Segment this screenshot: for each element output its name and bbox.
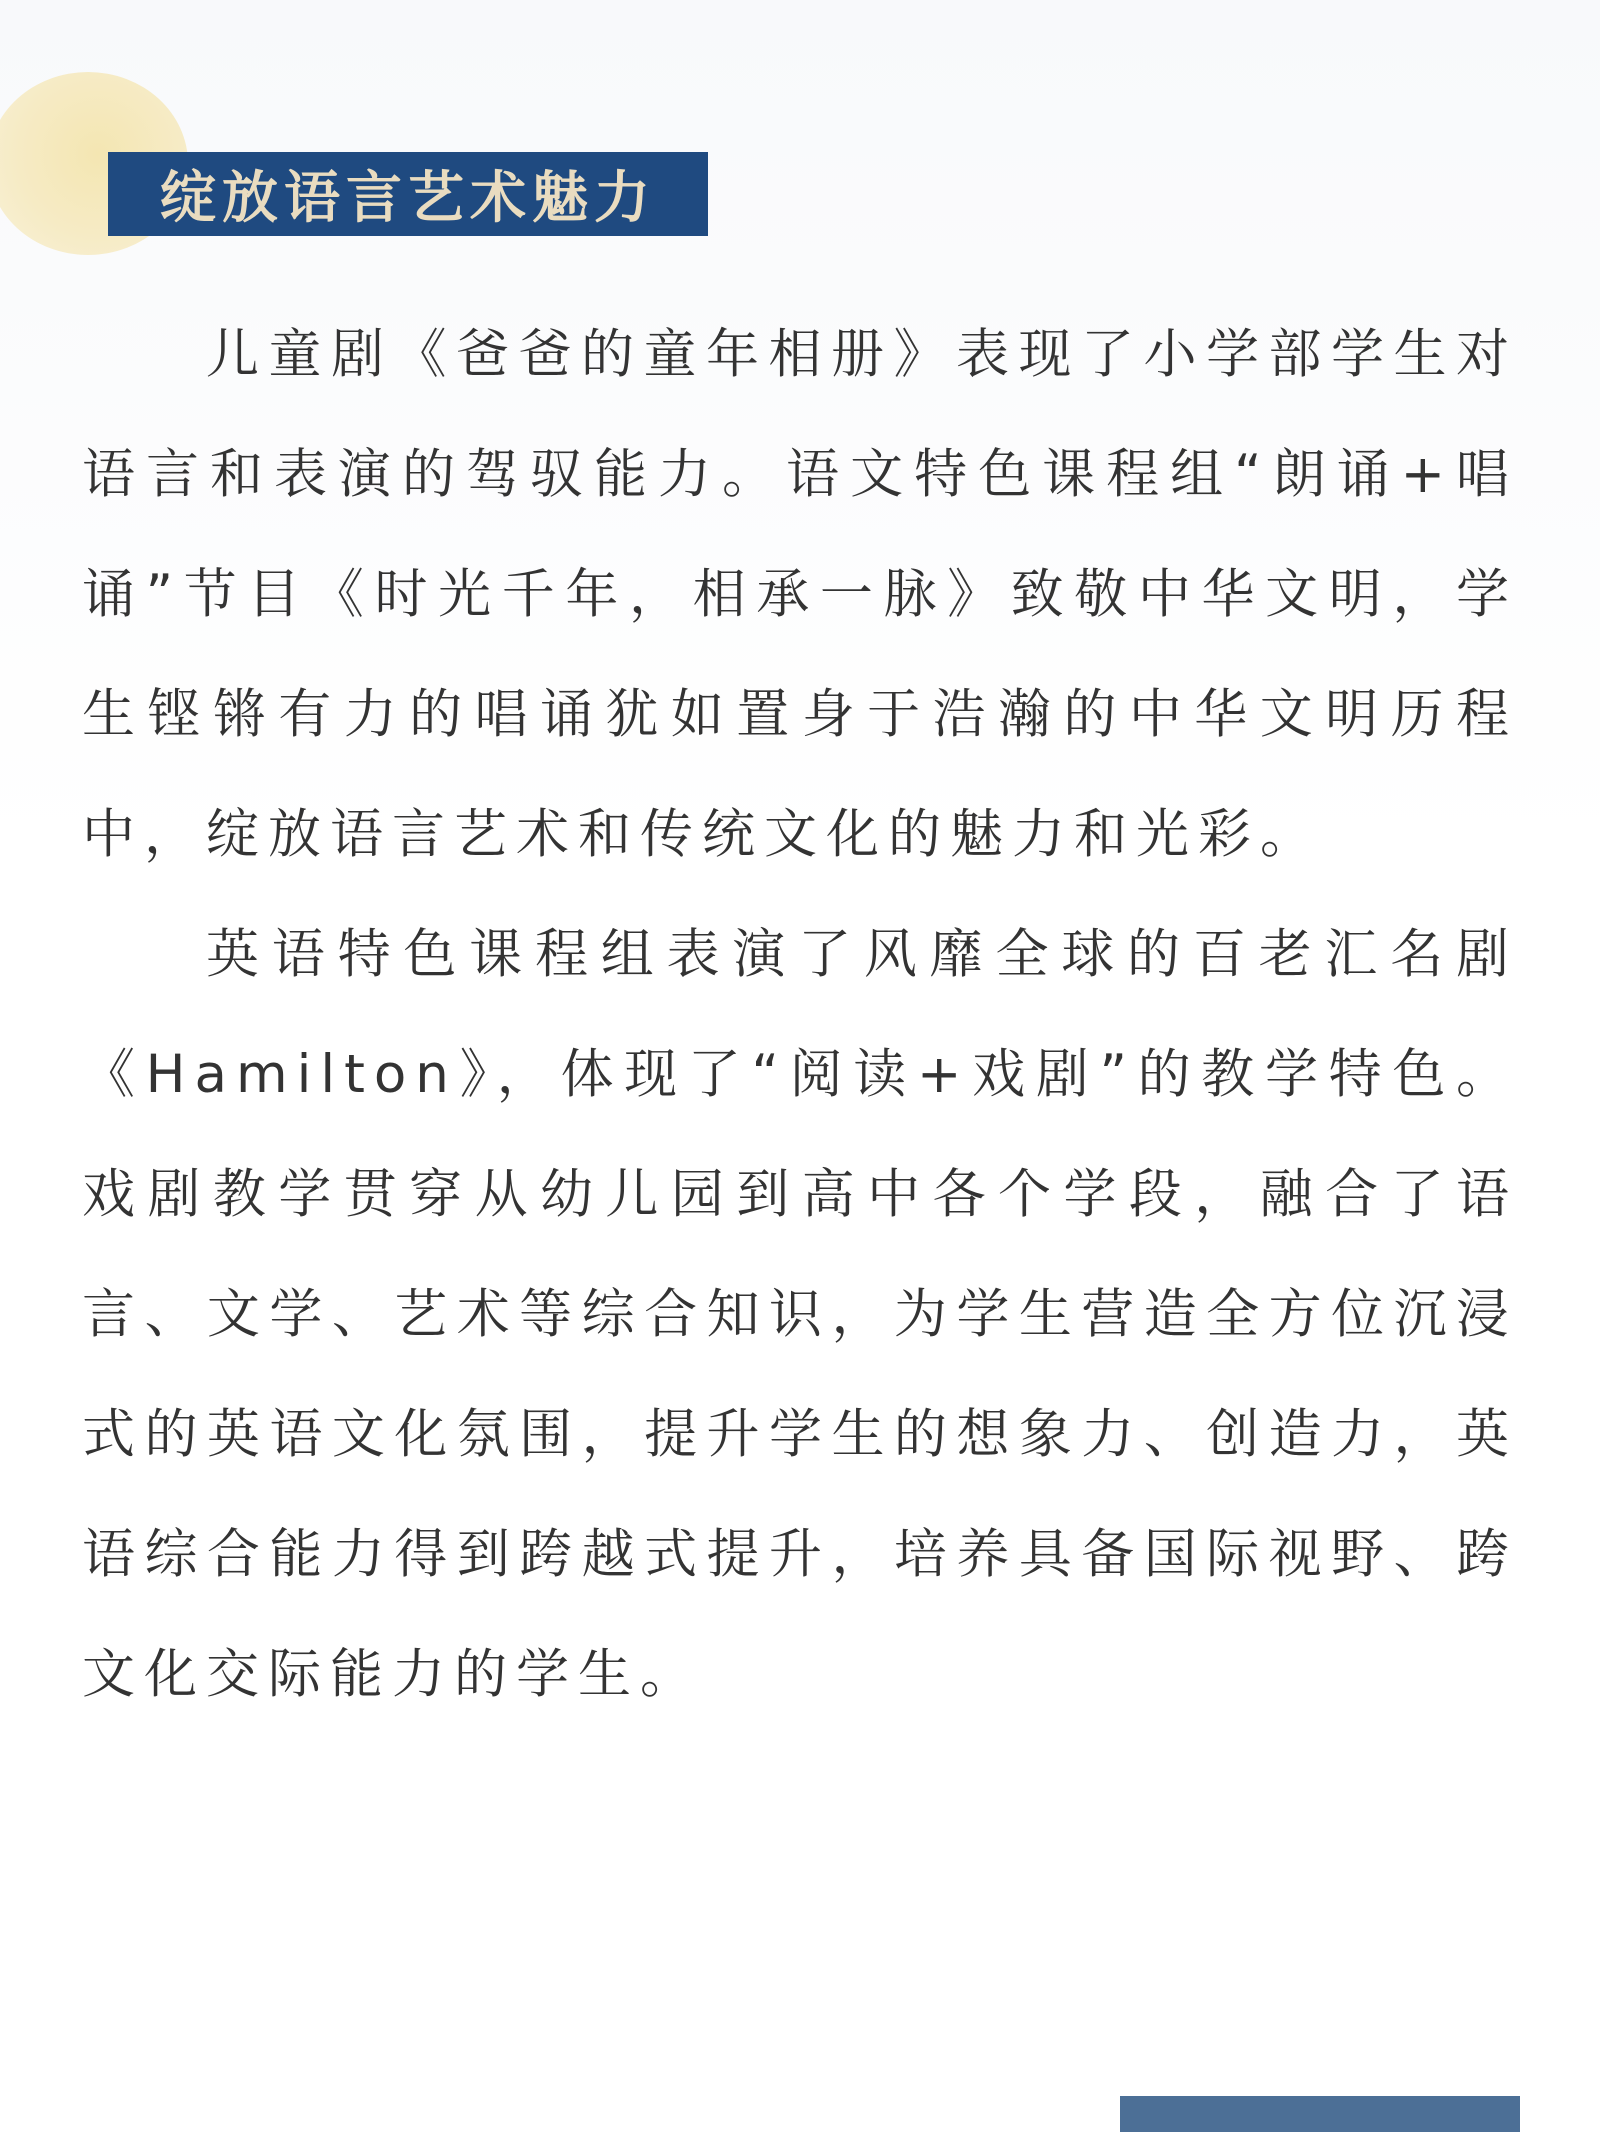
next-section-title-bar-edge — [1120, 2096, 1520, 2132]
paragraph-chinese-drama: 儿童剧《爸爸的童年相册》表现了小学部学生对语言和表演的驾驭能力。语文特色课程组“朗诵+唱诵”节目《时光千年，相承一脉》致敬中华文明，学生铿锵有力的唱诵犹如置身于浩瀚的中华文明历程中，绽放语言艺术和传统文化的魅力和光彩。 — [82, 324, 1518, 865]
section-title-bar — [108, 152, 708, 236]
article-body — [82, 295, 1518, 1735]
section-title: 绽放语言艺术魅力 — [160, 165, 656, 231]
paragraph-english-drama: 英语特色课程组表演了风靡全球的百老汇名剧《Hamilton》，体现了“阅读+戏剧”的教学特色。戏剧教学贯穿从幼儿园到高中各个学段，融合了语言、文学、艺术等综合知识，为学生营造全方位沉浸式的英语文化氛围，提升学生的想象力、创造力，英语综合能力得到跨越式提升，培养具备国际视野、跨文化交际能力的学生。 — [82, 924, 1518, 1705]
